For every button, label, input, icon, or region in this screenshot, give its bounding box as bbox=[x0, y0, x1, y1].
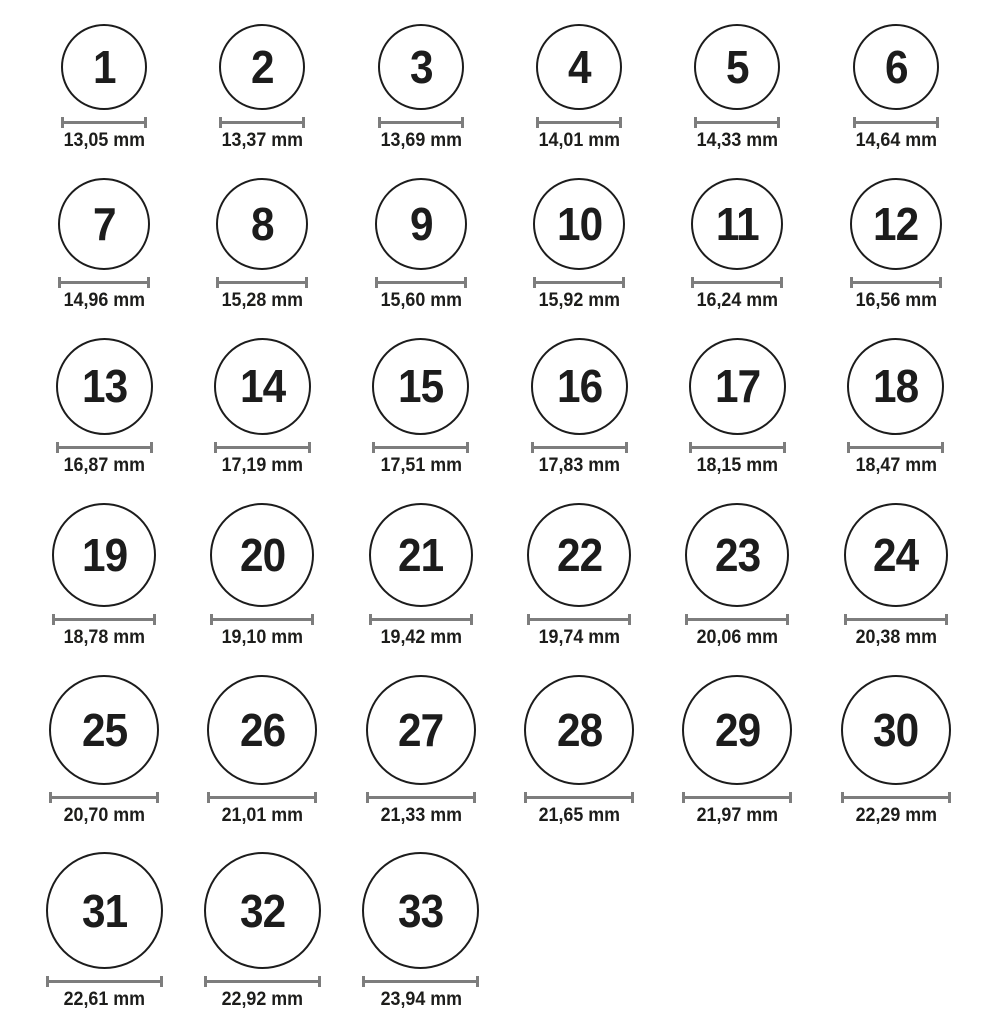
ring-size-number: 19 bbox=[81, 528, 127, 581]
ring-circle bbox=[216, 178, 308, 270]
ring-size-number: 4 bbox=[567, 41, 591, 93]
ring-circle bbox=[524, 675, 634, 785]
ring-size-item bbox=[207, 675, 317, 827]
ring-circle bbox=[527, 503, 631, 607]
diameter-measure-line bbox=[844, 614, 948, 625]
ring-size-number: 10 bbox=[556, 197, 602, 250]
ring-size-number: 12 bbox=[873, 197, 919, 250]
ring-size-number: 5 bbox=[726, 41, 749, 93]
ring-size-item bbox=[52, 503, 156, 649]
ring-circle bbox=[847, 338, 944, 435]
diameter-label: 20,70 mm bbox=[63, 804, 145, 826]
ring-circle bbox=[366, 675, 476, 785]
ring-circle bbox=[841, 675, 951, 785]
ring-size-number: 23 bbox=[714, 528, 761, 581]
ring-size-item bbox=[841, 675, 951, 827]
ring-circle bbox=[219, 24, 305, 110]
diameter-measure-line bbox=[689, 442, 786, 453]
ring-size-number: 30 bbox=[873, 703, 919, 756]
ring-size-item bbox=[49, 675, 159, 827]
diameter-label: 16,56 mm bbox=[855, 289, 937, 311]
ring-circle bbox=[378, 24, 464, 110]
ring-size-item bbox=[694, 24, 781, 152]
ring-circle bbox=[210, 503, 314, 607]
ring-circle bbox=[685, 503, 789, 607]
ring-size-number: 8 bbox=[251, 197, 274, 250]
ring-circle bbox=[52, 503, 156, 607]
diameter-label: 17,51 mm bbox=[380, 454, 462, 476]
ring-size-item bbox=[375, 178, 467, 312]
ring-circle bbox=[369, 503, 473, 607]
ring-circle bbox=[844, 503, 948, 607]
diameter-label: 18,78 mm bbox=[63, 626, 145, 648]
diameter-label: 14,64 mm bbox=[855, 130, 937, 151]
diameter-label: 13,37 mm bbox=[221, 130, 304, 151]
ring-circle bbox=[362, 852, 479, 969]
ring-size-number: 1 bbox=[92, 41, 116, 93]
ring-size-number: 29 bbox=[714, 703, 761, 756]
ring-size-item bbox=[531, 338, 628, 477]
diameter-measure-line bbox=[219, 117, 305, 128]
ring-size-item bbox=[533, 178, 625, 312]
ring-size-number: 9 bbox=[409, 197, 433, 250]
diameter-measure-line bbox=[372, 442, 469, 453]
ring-circle bbox=[207, 675, 317, 785]
diameter-measure-line bbox=[524, 792, 634, 803]
ring-size-item bbox=[58, 178, 150, 312]
ring-size-item bbox=[685, 503, 789, 649]
diameter-measure-line bbox=[56, 442, 153, 453]
diameter-label: 21,65 mm bbox=[538, 804, 620, 826]
ring-circle bbox=[850, 178, 942, 270]
ring-circle bbox=[46, 852, 163, 969]
diameter-label: 22,92 mm bbox=[221, 989, 304, 1011]
ring-size-number: 25 bbox=[81, 703, 127, 756]
diameter-measure-line bbox=[685, 614, 789, 625]
diameter-label: 14,33 mm bbox=[696, 130, 779, 151]
diameter-measure-line bbox=[46, 976, 163, 987]
ring-size-number: 32 bbox=[239, 884, 286, 937]
diameter-label: 17,19 mm bbox=[221, 454, 304, 476]
ring-size-number: 16 bbox=[556, 360, 602, 413]
ring-size-item bbox=[536, 24, 623, 152]
diameter-label: 16,24 mm bbox=[696, 289, 779, 311]
diameter-measure-line bbox=[207, 792, 317, 803]
diameter-label: 18,15 mm bbox=[696, 454, 779, 476]
diameter-label: 13,69 mm bbox=[380, 130, 462, 151]
ring-circle bbox=[536, 24, 622, 110]
ring-size-item bbox=[527, 503, 631, 649]
ring-size-item bbox=[219, 24, 306, 152]
ring-size-grid bbox=[25, 0, 975, 1011]
diameter-measure-line bbox=[694, 117, 780, 128]
diameter-label: 15,28 mm bbox=[221, 289, 304, 311]
ring-circle bbox=[533, 178, 625, 270]
diameter-measure-line bbox=[682, 792, 792, 803]
diameter-label: 17,83 mm bbox=[538, 454, 620, 476]
ring-size-item bbox=[204, 852, 321, 1011]
ring-size-item bbox=[847, 338, 944, 477]
ring-circle bbox=[49, 675, 159, 785]
diameter-measure-line bbox=[527, 614, 631, 625]
ring-size-item bbox=[366, 675, 476, 827]
diameter-measure-line bbox=[369, 614, 473, 625]
ring-circle bbox=[375, 178, 467, 270]
ring-size-number: 24 bbox=[873, 528, 919, 581]
ring-circle bbox=[372, 338, 469, 435]
diameter-measure-line bbox=[214, 442, 311, 453]
ring-size-item bbox=[850, 178, 942, 312]
diameter-label: 14,01 mm bbox=[538, 130, 620, 151]
diameter-measure-line bbox=[52, 614, 156, 625]
diameter-measure-line bbox=[841, 792, 951, 803]
diameter-measure-line bbox=[366, 792, 476, 803]
ring-size-number: 17 bbox=[714, 360, 761, 413]
ring-size-number: 28 bbox=[556, 703, 602, 756]
diameter-label: 20,38 mm bbox=[855, 626, 937, 648]
ring-size-number: 6 bbox=[884, 41, 908, 93]
ring-size-number: 13 bbox=[81, 360, 127, 413]
ring-size-item bbox=[853, 24, 940, 152]
diameter-measure-line bbox=[49, 792, 159, 803]
diameter-measure-line bbox=[536, 117, 622, 128]
diameter-label: 18,47 mm bbox=[855, 454, 937, 476]
diameter-label: 21,01 mm bbox=[221, 804, 304, 826]
ring-size-item bbox=[691, 178, 783, 312]
diameter-label: 21,97 mm bbox=[696, 804, 779, 826]
ring-size-number: 20 bbox=[239, 528, 286, 581]
diameter-label: 22,61 mm bbox=[63, 989, 145, 1011]
ring-size-number: 14 bbox=[239, 360, 286, 413]
diameter-measure-line bbox=[850, 277, 942, 288]
ring-circle bbox=[214, 338, 311, 435]
ring-size-item bbox=[844, 503, 948, 649]
ring-size-item bbox=[56, 338, 153, 477]
ring-size-item bbox=[378, 24, 465, 152]
ring-size-number: 33 bbox=[398, 884, 444, 937]
diameter-measure-line bbox=[204, 976, 321, 987]
ring-size-number: 18 bbox=[873, 360, 919, 413]
ring-size-item bbox=[46, 852, 163, 1011]
diameter-measure-line bbox=[531, 442, 628, 453]
ring-size-item bbox=[524, 675, 634, 827]
ring-size-number: 21 bbox=[398, 528, 444, 581]
diameter-label: 19,74 mm bbox=[538, 626, 620, 648]
diameter-measure-line bbox=[378, 117, 464, 128]
ring-circle bbox=[694, 24, 780, 110]
ring-size-item bbox=[210, 503, 314, 649]
diameter-label: 19,10 mm bbox=[221, 626, 304, 648]
ring-size-item bbox=[362, 852, 479, 1011]
diameter-measure-line bbox=[58, 277, 150, 288]
ring-size-number: 27 bbox=[398, 703, 444, 756]
ring-circle bbox=[204, 852, 321, 969]
ring-size-number: 26 bbox=[239, 703, 286, 756]
diameter-label: 15,92 mm bbox=[538, 289, 620, 311]
diameter-measure-line bbox=[61, 117, 147, 128]
diameter-label: 13,05 mm bbox=[63, 130, 145, 151]
ring-size-item bbox=[689, 338, 786, 477]
ring-size-number: 3 bbox=[409, 41, 433, 93]
diameter-label: 23,94 mm bbox=[380, 989, 462, 1011]
ring-size-number: 11 bbox=[716, 197, 759, 250]
ring-size-item bbox=[216, 178, 308, 312]
diameter-measure-line bbox=[216, 277, 308, 288]
diameter-measure-line bbox=[362, 976, 479, 987]
ring-size-number: 31 bbox=[81, 884, 127, 937]
ring-circle bbox=[56, 338, 153, 435]
diameter-measure-line bbox=[210, 614, 314, 625]
diameter-measure-line bbox=[847, 442, 944, 453]
ring-circle bbox=[853, 24, 939, 110]
diameter-label: 14,96 mm bbox=[63, 289, 145, 311]
diameter-label: 22,29 mm bbox=[855, 804, 937, 826]
diameter-measure-line bbox=[533, 277, 625, 288]
ring-circle bbox=[691, 178, 783, 270]
ring-size-item bbox=[369, 503, 473, 649]
ring-circle bbox=[682, 675, 792, 785]
ring-size-number: 15 bbox=[398, 360, 444, 413]
diameter-label: 20,06 mm bbox=[696, 626, 779, 648]
ring-size-number: 2 bbox=[251, 41, 274, 93]
diameter-label: 21,33 mm bbox=[380, 804, 462, 826]
ring-circle bbox=[689, 338, 786, 435]
ring-size-item bbox=[214, 338, 311, 477]
ring-circle bbox=[531, 338, 628, 435]
diameter-measure-line bbox=[853, 117, 939, 128]
ring-size-item bbox=[682, 675, 792, 827]
ring-circle bbox=[61, 24, 147, 110]
ring-size-number: 22 bbox=[556, 528, 602, 581]
diameter-label: 16,87 mm bbox=[63, 454, 145, 476]
diameter-label: 15,60 mm bbox=[380, 289, 462, 311]
diameter-measure-line bbox=[375, 277, 467, 288]
ring-circle bbox=[58, 178, 150, 270]
diameter-measure-line bbox=[691, 277, 783, 288]
ring-size-number: 7 bbox=[92, 197, 116, 250]
ring-size-item bbox=[61, 24, 148, 152]
diameter-label: 19,42 mm bbox=[380, 626, 462, 648]
ring-size-item bbox=[372, 338, 469, 477]
